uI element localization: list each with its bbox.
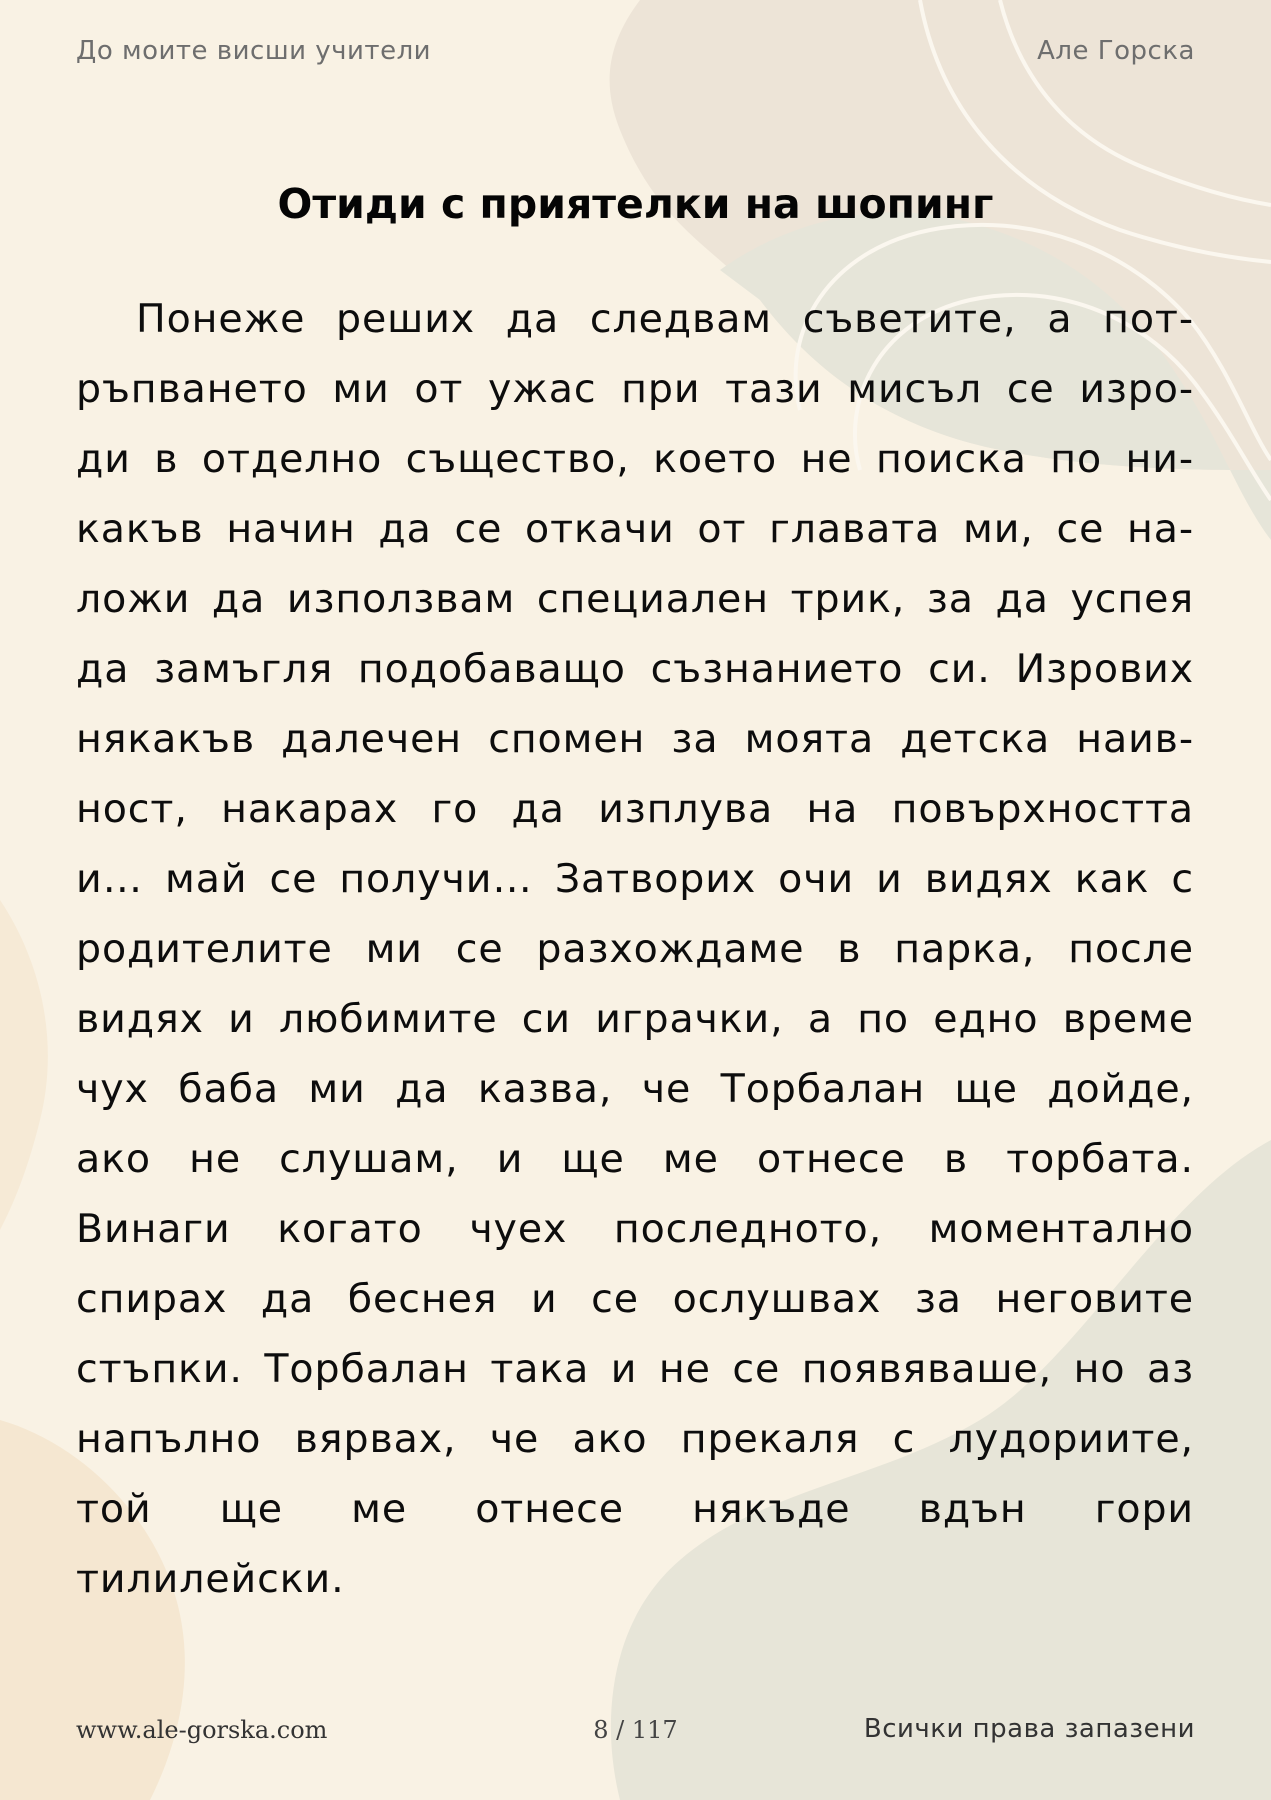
- body-line: някакъв далечен спомен за моята детска наив-: [76, 716, 1194, 762]
- body-line: какъв начин да се откачи от главата ми, се на-: [76, 506, 1194, 552]
- chapter-title: Отиди с приятелки на шопинг: [277, 180, 994, 228]
- body-line: видях и любимите си играчки, а по едно време: [76, 996, 1194, 1042]
- body-line: ложи да използвам специален трик, за да успея: [76, 576, 1194, 622]
- body-line: ръпването ми от ужас при тази мисъл се изро-: [76, 366, 1194, 412]
- body-paragraph: [76, 284, 1194, 1614]
- body-line: ди в отделно същество, което не поиска по ни-: [76, 436, 1194, 482]
- body-line: Понеже реших да следвам съветите, а пот-: [136, 296, 1194, 342]
- body-line: ност, накарах го да изплува на повърхността: [76, 786, 1194, 832]
- body-line: той ще ме отнесе някъде вдън гори: [76, 1486, 1194, 1532]
- footer-website-link[interactable]: www.ale-gorska.com: [76, 1716, 328, 1744]
- footer-rights: Всички права запазени: [863, 1714, 1195, 1744]
- body-line: родителите ми се разхождаме в парка, после: [76, 926, 1194, 972]
- body-line: напълно вярвах, че ако прекаля с лудориите,: [76, 1416, 1194, 1462]
- page-number: 8 / 117: [593, 1716, 678, 1744]
- header-author: Але Горска: [1037, 36, 1195, 66]
- body-line: да замъгля подобаващо съзнанието си. Изрових: [76, 646, 1194, 692]
- body-line: спирах да беснея и се ослушвах за неговите: [76, 1276, 1194, 1322]
- body-line: и… май се получи… Затворих очи и видях как с: [76, 856, 1194, 902]
- body-line: стъпки. Торбалан така и не се появяваше, но аз: [76, 1346, 1194, 1392]
- body-line: Винаги когато чуех последното, моментално: [76, 1206, 1194, 1252]
- body-line: тилилейски.: [76, 1556, 345, 1602]
- body-line: ако не слушам, и ще ме отнесе в торбата.: [76, 1136, 1194, 1182]
- body-line: чух баба ми да казва, че Торбалан ще дойде,: [76, 1066, 1194, 1112]
- header-book-title: До моите висши учители: [76, 36, 432, 66]
